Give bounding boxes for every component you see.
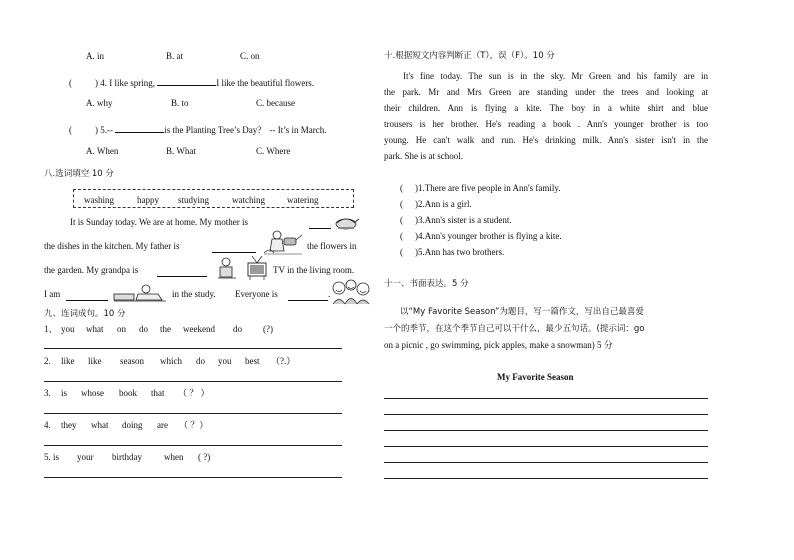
essay-line[interactable]	[384, 462, 708, 463]
passage-line-4a: I am	[44, 289, 61, 299]
passage-line-2a: the dishes in the kitchen. My father is	[44, 241, 180, 251]
q5-stem-c: -- It’s in March.	[269, 125, 327, 135]
sentence-2-word: do	[196, 356, 205, 366]
tf-paren: (	[400, 199, 403, 209]
answer-line[interactable]	[44, 348, 342, 349]
word-bank-item: watering	[287, 195, 319, 205]
q4-option-b: B. to	[171, 98, 189, 108]
passage-line-4d: .	[328, 289, 331, 299]
sentence-2-num: 2.	[44, 356, 51, 366]
q5-stem-b: is the Planting Tree’s Day?	[164, 125, 262, 135]
essay-line[interactable]	[384, 446, 708, 447]
essay-title: My Favorite Season	[497, 372, 574, 382]
blank-1[interactable]	[309, 219, 331, 229]
studying-person-icon	[112, 283, 168, 303]
tf-text: )5.Ann has two brothers.	[415, 247, 505, 257]
sentence-1-word: (?)	[263, 324, 273, 334]
sentence-5-word: your	[77, 452, 94, 462]
q3-option-c: C. on	[240, 51, 260, 61]
sentence-1-word: on	[117, 324, 126, 334]
section9-title: 九、连词成句。10 分	[44, 309, 126, 319]
sentence-3-word: that	[151, 388, 165, 398]
essay-line[interactable]	[384, 414, 708, 415]
answer-line[interactable]	[44, 381, 342, 382]
blank-3[interactable]	[157, 267, 207, 277]
q5-option-a: A. When	[86, 146, 119, 156]
q5-stem-a: 5.--	[100, 125, 116, 135]
sentence-4-word: are	[157, 420, 168, 430]
sentence-3-word: book	[119, 388, 137, 398]
q4-paren-close: )	[95, 78, 98, 88]
tf-text: )2.Ann is a girl.	[415, 199, 472, 209]
passage-line-1: It is Sunday today. We are at home. My mother is	[70, 217, 248, 227]
q4-blank[interactable]	[157, 76, 216, 86]
q4-stem-a: 4. I like spring,	[100, 78, 158, 88]
tf-text: )4.Ann's younger brother is flying a kite.	[415, 231, 562, 241]
sentence-4-num: 4.	[44, 420, 51, 430]
watering-person-icon	[262, 229, 304, 255]
passage-line: park. She is at school.	[384, 151, 463, 161]
sentence-5-word: birthday	[112, 452, 142, 462]
passage-line-3a: the garden. My grandpa is	[44, 265, 139, 275]
q3-option-a: A. in	[86, 51, 104, 61]
section8-title: 八.选词填空 10 分	[44, 169, 114, 179]
tv-watching-icon	[214, 255, 270, 281]
passage-line: trousers is her brother. He's reading a book . Ann's younger brother is too	[384, 119, 708, 129]
essay-line[interactable]	[384, 478, 708, 479]
sentence-1-word: do	[233, 324, 242, 334]
answer-line[interactable]	[44, 413, 342, 414]
passage-line-4c: Everyone is	[235, 289, 278, 299]
writing-prompt-line: 以“My Favorite Season”为题目，写一篇作文，写出自己最喜爱	[400, 307, 644, 317]
sentence-4-word: they	[61, 420, 77, 430]
tf-paren: (	[400, 215, 403, 225]
sentence-1-num: 1、	[44, 324, 58, 334]
blank-5[interactable]	[288, 289, 331, 301]
writing-prompt-line: 一个的季节，在这个季节自己可以干什么，最少五句话。(提示词：go	[384, 324, 645, 334]
q4-paren-open: (	[69, 78, 72, 88]
q3-option-b: B. at	[166, 51, 183, 61]
q4-option-c: C. because	[256, 98, 295, 108]
q4-line	[69, 76, 314, 88]
word-bank-item: happy	[137, 195, 159, 205]
sentence-1-word: the	[160, 324, 171, 334]
sentence-4-word: doing	[122, 420, 143, 430]
sentence-2-word: you	[218, 356, 232, 366]
q5-line	[69, 123, 326, 135]
tf-text: )1.There are five people in Ann's family.	[415, 183, 561, 193]
section11-title: 十一、书面表达。5 分	[384, 279, 469, 289]
kettle-icon	[334, 212, 360, 230]
word-bank	[73, 189, 354, 208]
sentence-2-word: which	[160, 356, 182, 366]
tf-item[interactable]	[400, 184, 561, 193]
sentence-2-word: （?.）	[271, 356, 296, 366]
q5-paren-open: (	[69, 125, 72, 135]
q5-paren-close: )	[95, 125, 98, 135]
tf-item[interactable]	[400, 216, 512, 225]
tf-paren: (	[400, 183, 403, 193]
passage-line: their children. Ann is flying a kite. The boy in a white shirt and blue	[384, 103, 708, 113]
happy-family-icon	[331, 279, 371, 305]
passage-line: young. He can't walk and run. He's drinking milk. Ann's sister isn't in the	[384, 135, 708, 145]
q5-option-c: C. Where	[256, 146, 291, 156]
tf-paren: (	[400, 231, 403, 241]
tf-item[interactable]	[400, 248, 504, 257]
tf-item[interactable]	[400, 200, 472, 209]
writing-prompt-line: on a picnic , go swimming, pick apples, make a snowman) 5 分	[384, 340, 613, 350]
reading-passage	[384, 68, 708, 164]
word-bank-item: washing	[84, 195, 114, 205]
tf-paren: (	[400, 247, 403, 257]
sentence-2-word: best	[245, 356, 260, 366]
tf-text: )3.Ann's sister is a student.	[415, 215, 512, 225]
passage-line: It's fine today. The sun is in the sky. Mr Green and his family are in	[403, 71, 708, 81]
sentence-2-word: like	[61, 356, 75, 366]
sentence-1-word: you	[61, 324, 75, 334]
blank-4[interactable]	[66, 291, 108, 301]
sentence-3-word: （ ？ ）	[178, 388, 210, 398]
essay-line[interactable]	[384, 398, 708, 399]
tf-item[interactable]	[400, 232, 562, 241]
sentence-3-word: whose	[81, 388, 104, 398]
q4-stem-b: I like the beautiful flowers.	[216, 78, 314, 88]
word-bank-item: watching	[232, 195, 265, 205]
sentence-5-word: ( ?)	[198, 452, 211, 462]
sentence-4-word: what	[91, 420, 109, 430]
sentence-2-word: season	[120, 356, 144, 366]
sentence-3-num: 3.	[44, 388, 51, 398]
sentence-3-word: is	[61, 388, 68, 398]
q4-option-a: A. why	[86, 98, 113, 108]
q5-option-b: B. What	[166, 146, 196, 156]
word-bank-item: studying	[178, 195, 210, 205]
sentence-1-word: what	[86, 324, 104, 334]
blank-2[interactable]	[212, 243, 256, 253]
answer-line[interactable]	[44, 445, 342, 446]
passage-line: the park. Mr and Mrs Green are standing under the trees and looking at	[384, 87, 708, 97]
sentence-2-word: like	[88, 356, 102, 366]
answer-line[interactable]	[44, 477, 342, 478]
essay-line[interactable]	[384, 430, 708, 431]
sentence-1-word: do	[139, 324, 148, 334]
sentence-4-word: （ ？）	[179, 420, 209, 430]
q5-blank[interactable]	[115, 123, 164, 133]
sentence-1-word: weekend	[183, 324, 215, 334]
passage-line-2b: the flowers in	[307, 241, 357, 251]
section10-title: 十.根据短文内容判断正（T），误（F）。10 分	[384, 51, 555, 61]
sentence-5-word: when	[164, 452, 184, 462]
sentence-5-num: 5.	[44, 452, 51, 462]
passage-line-4b: in the study.	[172, 289, 216, 299]
passage-line-3b: TV in the living room.	[273, 265, 355, 275]
sentence-5-word: is	[53, 452, 60, 462]
